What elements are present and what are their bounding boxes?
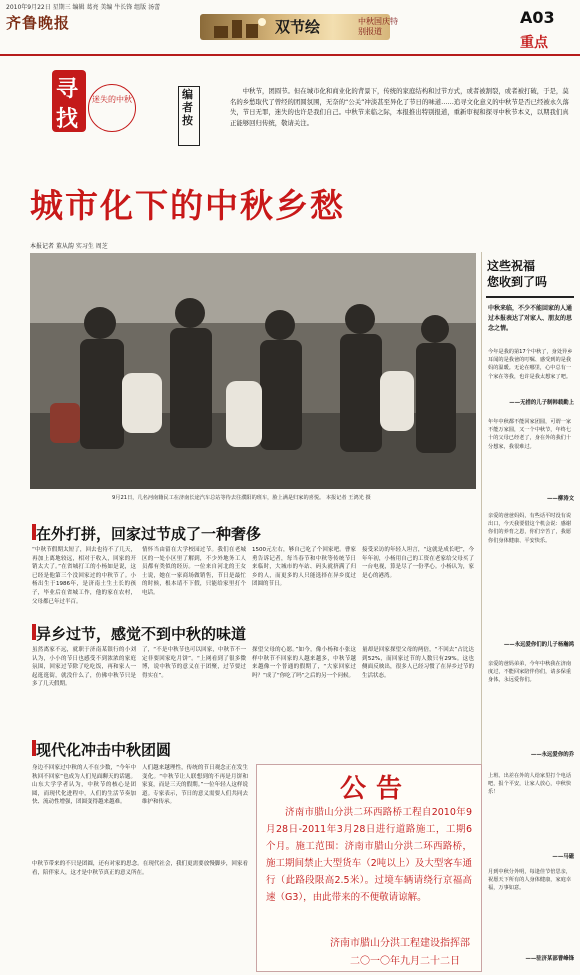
greeting-signature: ——柳涛文 xyxy=(547,496,574,502)
greeting-text: 今年是我的第17个中秋了，身处异乡耳闻的是我爸的叮嘱、感受到的是我妈的温暖。无论在哪里，心中总有一个家在等我，也许是我太想家了吧。 xyxy=(488,349,573,380)
article-column: 探望父母的心愿。”如今，像小杨和小张这样中秋节不回家的人越来越多，中秋节越来越像一个普通的假期了，“大家回家过吗？”成了“你吃了吗”之后的另一个问候。 xyxy=(252,647,356,679)
greeting-text: 年年中秋都不能回家团圆，可谓一家不能万家圆，又一个中秋节，年终七十的父母已经老了，身在外的我们十分想家，我很难过。 xyxy=(488,419,572,450)
main-headline: 城市化下的中秋乡愁 xyxy=(30,186,345,225)
greeting-signature: ——马磁 xyxy=(552,854,574,860)
photo-caption: 9月21日，几名河南籍民工在济南长途汽车总站等待去往濮阳的班车，脸上满是归家的喜悦。 本报记者 王鸿光 摄 xyxy=(112,495,371,501)
article-column: “中秋节假期太短了，回去也待不了几天，再加上离地较远，相对于收入，回家的开销太大了。”在省城打工的小杨如是说，这已经是他第三个没回家过的中秋节了。小杨出生于1986年，是济南土生土长的孩子，毕业后在省城工作，他的家在农村，父母都已年过半百。 xyxy=(32,547,136,605)
greeting-text: 亲爱的爸妈弟弟，今年中秋我在济南度过，不能回家陪伴你们，请多保重身体，永远爱你们。 xyxy=(488,661,572,684)
article-column: 中秋节带来的不只是团圆，还有对家的思念。在现代社会，我们更需要放慢脚步，回家看看，陪伴家人，这才是中秋节真正的意义所在。 xyxy=(32,861,248,876)
dateline: 2010年9月22日 星期三 编辑 葛亮 美编 牛长锋 组版 汤蕾 xyxy=(6,4,161,11)
article-column: 了，“不是中秋节也可以回家，中秋节不一定非要回家吃月饼”。“上网看到了很多微博，说中秋节的意义在于团聚，过节要过得实在”。 xyxy=(142,647,246,679)
greeting-signature: ——无措的儿子制韩载勤上 xyxy=(509,400,574,406)
newspaper-logo: 齐鲁晚报 xyxy=(6,14,71,32)
greeting-text: 月到中秋分外明，每逢佳节倍思亲，祝愿天下所有的人身体健康，家庭幸福，万事如意。 xyxy=(488,869,572,892)
greeting-text: 上班、出差在外的人给家里打个电话吧，报个平安，让家人放心，中秋快乐！ xyxy=(488,773,572,796)
building-icon xyxy=(210,16,270,38)
sidebar-lead: 中秋来临，不少不能回家的人通过本报表达了对家人、朋友的思念之情。 xyxy=(488,305,573,332)
article-column: 1500元左右，够自己吃了个回家吧。曹家勇告诉记者，每当春节和中秋等传统节日来临时，大城市的车站、码头就挤满了归乡的人，而更多的人只能选择在异乡度过团圆的节日。 xyxy=(252,547,356,588)
article-column: 量却是回家探望父母的两倍，“不回去”占比达到52%，而回家过节的人数只有29%。这也侧面反映出，很多人已经习惯了在异乡过节的生活状态。 xyxy=(362,647,474,679)
article-column: 虽然离家不远，就职于济南某银行的小刘认为，小小的节日也感受不到浓浓的家庭氛围，回家过节除了吃吃饭，再和家人一起逛逛街，就没什么了，仿佛中秋节只是多了几天假期。 xyxy=(32,647,136,688)
article-column: 情怀当由留在大学校园过节。我们在老城区的一处小区里了解到，不少外地务工人员都有类似的经历。一位来自河北的王女士说，她在一家商场做销售，节日是最忙的时候，根本请不下假，只能给家里打个电话。 xyxy=(142,547,246,596)
sidebar-title-line1: 这些祝福 xyxy=(487,259,536,273)
moon-circle-icon xyxy=(88,84,136,132)
article-column: 人们越来越理性，传统的节日观念正在发生变化。“中秋节让人联想到的不再是月饼和家宴，而是三天的假期。”一位年轻人这样说道。专家表示，节日的意义需要人们共同去维护和传承。 xyxy=(142,765,248,806)
section-heading: 异乡过节，感觉不到中秋的味道 xyxy=(36,625,247,643)
notice-body: 济南市腊山分洪二环西路桥工程自2010年9月28日-2011年3月28日进行道路施工，工期6个月。施工范围：济南市腊山分洪二环西路桥，施工期间禁止大型货车（2吨以上）及大型客车通行（此路段限高2.5米）。过境车辆请绕行京福高速（G3），由此带来的不便敬请谅解。 xyxy=(266,807,472,903)
special-report-label: 中秋国庆特别报道 xyxy=(358,17,398,36)
section-heading: 在外打拼，回家过节成了一种奢侈 xyxy=(36,525,262,543)
section-heading: 现代化冲击中秋团圆 xyxy=(36,741,172,759)
article-column: 接受采访的年轻人坦言，“这就是成长吧”，今年年初，小杨用自己的工资在老家给父母买了一台电视，算是尽了一份孝心。小杨认为，家是心的港湾。 xyxy=(362,547,474,579)
greeting-text: 亲爱的爸爸妈妈，有些话平时没有说出口，今天我要借这个机会说：感谢你们的养育之恩，你们辛苦了，我愿你们身体健康、平安快乐。 xyxy=(488,513,572,544)
festival-title: 双节绘 xyxy=(275,18,321,36)
sidebar-title-line2: 您收到了吗 xyxy=(487,275,548,289)
seal-char-seek: 寻 xyxy=(56,76,79,102)
byline: 本报记者 董从韵 实习生 周芝 xyxy=(30,243,108,250)
seal-char-find: 找 xyxy=(56,106,79,132)
editor-note-label: 编者按 xyxy=(182,88,193,127)
notice-date: 二〇一〇年九月二十二日 xyxy=(350,956,460,967)
seal-subtitle: 迷失的中秋 xyxy=(92,95,132,104)
sidebar-rule xyxy=(486,296,574,298)
notice-organization: 济南市腊山分洪工程建设指挥部 xyxy=(330,938,470,949)
sidebar-title xyxy=(487,258,547,290)
article-column: 身边不回家过中秋的人不在少数，“今年中秋回不回家”也成为人们见面聊天的话题。山东大学学者认为，中秋节的核心是团圆，而现代化进程中，人们的生活节奏加快、流动性增强，团圆变得越来越难。 xyxy=(32,765,136,806)
notice-title: 公告 xyxy=(340,774,413,804)
greeting-signature: ——永远爱你们的儿子杨瀚鸿 xyxy=(503,642,574,648)
editor-note-text: 中秋节，团圆节。但在城市化和商业化的背景下，传统的家庭结构和过节方式，或者被割裂，或者被打破，于是，莫名的乡愁取代了曾经的团圆氛围，无奈的“公关”冲淡甚至异化了节日的味道……追寻文化意义的中秋节是否已经被永久落失，节日无罪，迷失的也许是我们自己。中秋节来临之际，本报推出特别报道，重新审视和探寻中秋节本义，以期我们真正能够回归传统，敬请关注。 xyxy=(230,87,569,127)
page-number: A03 xyxy=(520,8,555,27)
section-label: 重点 xyxy=(520,35,548,51)
greeting-signature: ——永远爱你的乔 xyxy=(530,752,574,758)
greeting-signature: ——驻济某部曹峰锋 xyxy=(525,956,574,962)
news-photo xyxy=(30,253,476,489)
